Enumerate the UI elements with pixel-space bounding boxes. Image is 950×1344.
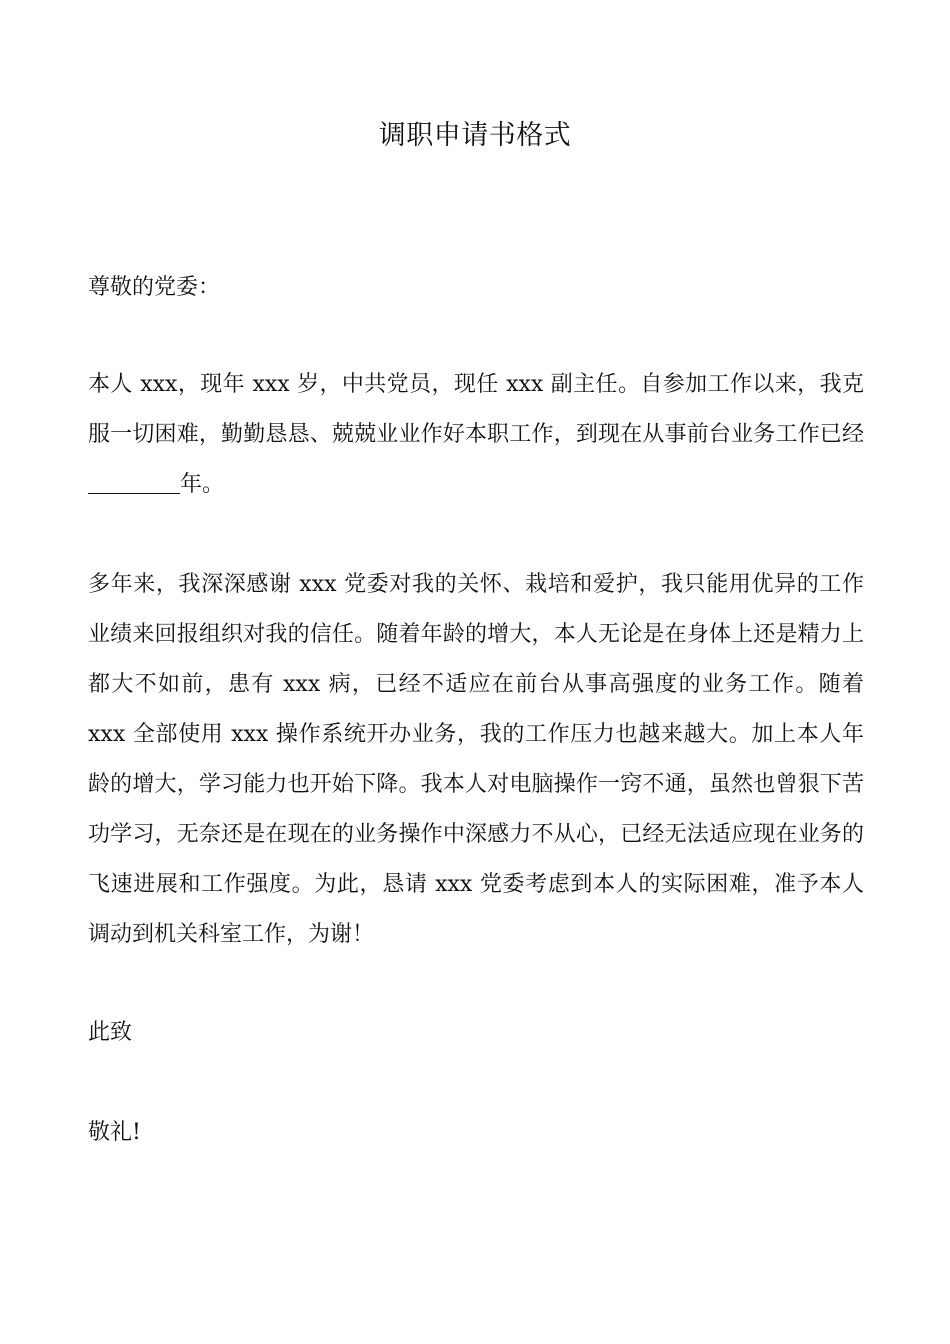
closing-salute: 敬礼! [88,1120,141,1145]
paragraph-reason: 多年来，我深深感谢 xxx 党委对我的关怀、栽培和爱护，我只能用优异的工作业绩来回报组织对我的信任。随着年龄的增大，本人无论是在身体上还是精力上都大不如前，患有 xxx 病，已经不适应在前台从事高强度的业务工作。随着 xxx 全部使用 xxx 操作系统开办业务，我的工作压力也越来越大。加上本人年龄的增大，学习能力也开始下降。我本人对电脑操作一窍不通，虽然也曾狠下苦功学习，无奈还是在现在的业务操作中深感力不从心，已经无法适应现在业务的飞速进展和工作强度。为此，恳请 xxx 党委考虑到本人的实际困难，准予本人调动到机关科室工作，为谢！ [88,572,864,947]
paragraph-intro-end: 年。 [180,472,225,497]
paragraph-intro-text: 本人 xxx，现年 xxx 岁，中共党员，现任 xxx 副主任。自参加工作以来，我克服一切困难，勤勤恳恳、兢兢业业作好本职工作，到现在从事前台业务工作已经 [88,372,864,447]
closing-line: 此致 [88,1020,133,1045]
paragraph-intro [88,360,864,510]
document-title: 调职申请书格式 [378,120,572,151]
fill-in-blank [88,471,180,494]
salutation: 尊敬的党委： [88,275,221,300]
